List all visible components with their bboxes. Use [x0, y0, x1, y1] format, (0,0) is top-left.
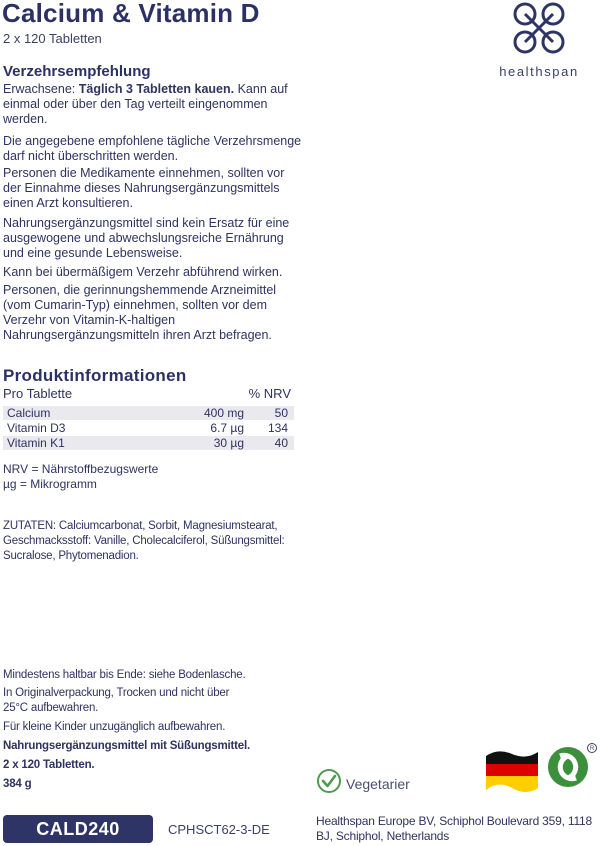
- intro-dosage: Täglich 3 Tabletten kauen.: [78, 82, 235, 96]
- per-tablet-label: Pro Tablette: [3, 386, 73, 401]
- storage-line: 2 x 120 Tabletten.: [3, 759, 95, 771]
- recommendation-paragraph: Nahrungsergänzungsmittel sind kein Ersatz für eine ausgewogene und abwechslungsreiche Ernährung und eine gesunde Lebensweise.: [3, 216, 290, 260]
- intro-prefix: Erwachsene:: [3, 82, 79, 96]
- nutrient-nrv: 40: [274, 436, 288, 450]
- storage-line: Für kleine Kinder unzugänglich aufbewahren.: [3, 721, 226, 733]
- german-flag-icon: [484, 742, 540, 798]
- table-row: [3, 406, 294, 420]
- healthspan-knot-icon: [509, 0, 569, 56]
- svg-text:R: R: [589, 746, 595, 753]
- table-row: [3, 436, 294, 450]
- ingredients-text: ZUTATEN: Calciumcarbonat, Sorbit, Magnesiumstearat, Geschmacksstoff: Vanille, Cholecalciferol, Süßungsmittel: Sucralose, Phytomenadion.: [3, 520, 285, 562]
- company-address: Healthspan Europe BV, Schiphol Boulevard 359, 1118 BJ, Schiphol, Netherlands: [316, 814, 592, 843]
- healthspan-logo: [484, 0, 594, 82]
- storage-line: 384 g: [3, 778, 32, 790]
- recommendation-heading: Verzehrsempfehlung: [3, 63, 151, 80]
- recommendation-intro: [3, 82, 303, 127]
- vegetarian-label: Vegetarier: [346, 776, 410, 792]
- green-dot-icon: [546, 742, 598, 792]
- storage-line: Mindestens haltbar bis Ende: siehe Bodenlasche.: [3, 669, 246, 681]
- vegetarian-check-icon: [316, 768, 342, 794]
- product-title: Calcium & Vitamin D: [2, 0, 260, 28]
- nrv-footnote: NRV = Nährstoffbezugswerte: [3, 462, 159, 476]
- nutrient-amount: 30 µg: [213, 436, 244, 450]
- table-row: [3, 421, 294, 435]
- nutrient-name: Calcium: [7, 406, 51, 420]
- recommendation-paragraph: Personen die Medikamente einnehmen, sollten vor der Einnahme dieses Nahrungsergänzungsmittels einen Arzt konsultieren.: [3, 166, 285, 210]
- recommendation-paragraph: Kann bei übermäßigem Verzehr abführend wirken.: [3, 265, 283, 279]
- product-info-heading: Produktinformationen: [3, 366, 187, 385]
- nutrition-table-header: [3, 386, 293, 401]
- microgram-footnote: µg = Mikrogramm: [3, 477, 97, 491]
- intro-rest: Kann auf einmal oder über den Tag verteilt eingenommen werden.: [3, 82, 288, 126]
- nutrient-name: Vitamin D3: [7, 421, 66, 435]
- nutrient-amount: 400 mg: [203, 406, 244, 420]
- storage-line: In Originalverpackung, Trocken und nicht über 25°C aufbewahren.: [3, 687, 230, 714]
- recommendation-paragraph: Die angegebene empfohlene tägliche Verzehrsmenge darf nicht überschritten werden.: [3, 134, 302, 163]
- nutrient-nrv: 134: [267, 421, 288, 435]
- nutrient-nrv: 50: [274, 406, 288, 420]
- nrv-label: % NRV: [248, 386, 291, 401]
- brand-name: healthspan: [499, 64, 579, 79]
- storage-line: Nahrungsergänzungsmittel mit Süßungsmittel.: [3, 740, 250, 752]
- nutrient-name: Vitamin K1: [7, 436, 65, 450]
- product-subtitle: 2 x 120 Tabletten: [3, 31, 102, 46]
- product-code-badge: CALD240: [3, 815, 153, 843]
- reference-code: CPHSCT62-3-DE: [168, 822, 270, 837]
- nutrient-amount: 6.7 µg: [210, 421, 244, 435]
- recommendation-paragraph: Personen, die gerinnungshemmende Arzneimittel (vom Cumarin-Typ) einnehmen, sollten vor dem Verzehr von Vitamin-K-haltigen Nahrungsergänzungsmitteln ihren Arzt befragen.: [3, 283, 277, 342]
